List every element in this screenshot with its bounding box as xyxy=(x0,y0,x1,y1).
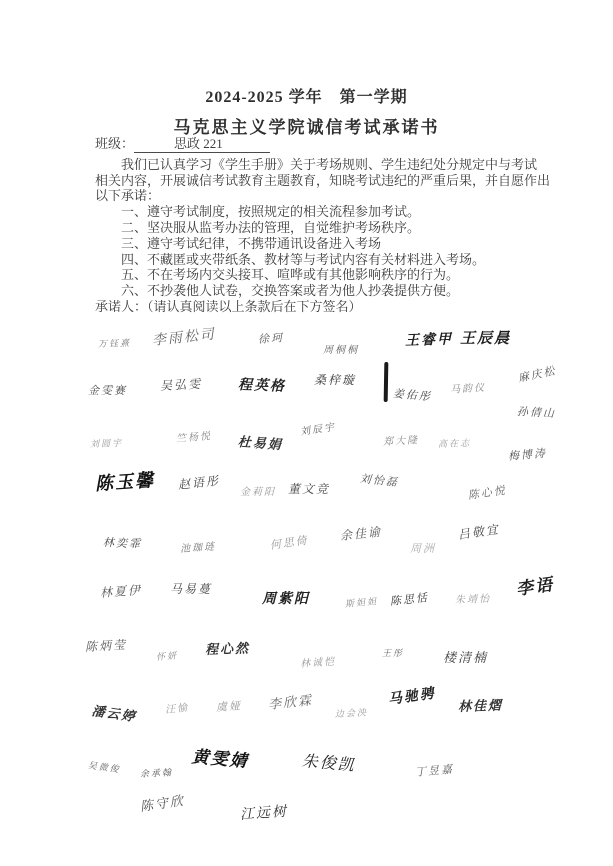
pledge-paragraph-line-1: 我们已认真学习《学生手册》关于考场规则、学生违纪处分规定中与考试 xyxy=(121,156,538,172)
signature: 周洲 xyxy=(410,542,436,555)
signature: 潘云婷 xyxy=(90,704,138,726)
signature: 斯妲妲 xyxy=(344,597,379,610)
pledge-item-1: 一、遵守考试制度，按照规定的相关流程参加考试。 xyxy=(121,204,421,220)
signature: 陈思恬 xyxy=(389,590,430,608)
pledge-paragraph-line-2: 相关内容，开展诚信考试教育主题教育，知晓考试违纪的严重后果，并自愿作出 xyxy=(95,172,551,188)
signature: 王辰晨 xyxy=(460,329,512,347)
class-value: 思政 221 xyxy=(174,136,223,151)
signature: 姜佑彤 xyxy=(392,387,433,404)
signature: 丁昱嘉 xyxy=(414,762,455,779)
signature: 马韵仪 xyxy=(449,382,487,396)
signature: 林佳熠 xyxy=(457,698,504,715)
signature: 程英格 xyxy=(237,377,287,395)
signature: 何思倚 xyxy=(269,533,310,552)
pen-stroke-mark xyxy=(384,362,389,402)
signature: 徐珂 xyxy=(257,331,285,346)
signature: 吴弘雯 xyxy=(159,376,203,393)
signature: 程心然 xyxy=(204,641,251,658)
signature: 刘圆宇 xyxy=(89,438,124,450)
signature: 马驰骋 xyxy=(387,685,437,708)
signature: 余佳谕 xyxy=(339,524,383,543)
signature: 池珈琏 xyxy=(179,541,217,555)
signature: 江远树 xyxy=(239,803,289,823)
signature: 竺杨悦 xyxy=(175,430,213,445)
semester-title: 2024-2025 学年 第一学期 xyxy=(205,89,408,106)
signature: 郑大隆 xyxy=(382,435,420,448)
signature: 陈心悦 xyxy=(467,483,508,502)
signature: 高在志 xyxy=(437,438,472,450)
signature: 赵语彤 xyxy=(177,473,221,492)
signature: 边会泱 xyxy=(334,708,369,720)
signature: 怀妍 xyxy=(155,651,179,663)
signature: 麻庆松 xyxy=(516,364,558,385)
signature: 李语 xyxy=(514,574,556,600)
signature: 陈守欣 xyxy=(139,793,186,815)
signature: 李欣霖 xyxy=(267,693,314,713)
signature: 周紫阳 xyxy=(262,591,310,607)
signature: 桑梓璇 xyxy=(314,373,357,387)
document-title: 马克思主义学院诚信考试承诺书 xyxy=(173,118,440,137)
signature: 林诚恺 xyxy=(299,656,337,670)
signature: 孙倩山 xyxy=(516,405,557,421)
signature: 王睿甲 xyxy=(404,331,454,349)
signature: 马易蔓 xyxy=(170,582,213,596)
signature: 楼清楠 xyxy=(443,651,489,666)
signer-instruction: 承诺人：（请认真阅读以上条款后在下方签名） xyxy=(95,298,362,314)
signature: 朱俊凯 xyxy=(301,751,357,775)
signature: 董文竞 xyxy=(288,482,331,496)
signature: 杜易娟 xyxy=(237,435,284,454)
signature: 朱靖怡 xyxy=(454,593,492,606)
signature: 黄雯婧 xyxy=(190,747,250,772)
pledge-item-6: 六、不抄袭他人试卷，交换答案或者为他人抄袭提供方便。 xyxy=(121,283,460,299)
signature: 林奕霏 xyxy=(102,536,143,551)
signature: 陈炳莹 xyxy=(84,637,128,654)
signature: 吴微俊 xyxy=(87,761,122,776)
signature: 金莉阳 xyxy=(240,487,276,498)
signature: 吕敬宜 xyxy=(457,522,501,542)
signature: 周桐桐 xyxy=(323,345,359,356)
signature: 虞娅 xyxy=(215,699,243,714)
signature: 万钰熹 xyxy=(97,338,132,350)
signature: 李雨松司 xyxy=(151,326,217,349)
signature: 刘怡磊 xyxy=(359,472,400,490)
pledge-item-3: 三、遵守考试纪律，不携带通讯设备进入考场 xyxy=(121,235,382,251)
pledge-item-4: 四、不藏匿或夹带纸条、教材等与考试内容有关材料进入考场。 xyxy=(121,251,486,267)
pledge-item-5: 五、不在考场内交头接耳、喧哗或有其他影响秩序的行为。 xyxy=(121,267,460,283)
signature: 余承翰 xyxy=(139,768,174,780)
signature: 林夏伊 xyxy=(99,583,143,600)
signature: 汪愉 xyxy=(164,702,190,716)
signature: 王彤 xyxy=(382,649,405,659)
pledge-paragraph-line-3: 以下承诺： xyxy=(95,188,161,204)
signature: 陈玉馨 xyxy=(94,469,156,495)
signature: 金雯赛 xyxy=(88,384,127,397)
pledge-item-2: 二、坚决服从监考办法的管理，自觉维护考场秩序。 xyxy=(121,219,421,235)
signature: 梅博涛 xyxy=(507,446,548,463)
class-label: 班级： xyxy=(95,136,135,151)
signature: 刘辰宇 xyxy=(299,422,337,438)
